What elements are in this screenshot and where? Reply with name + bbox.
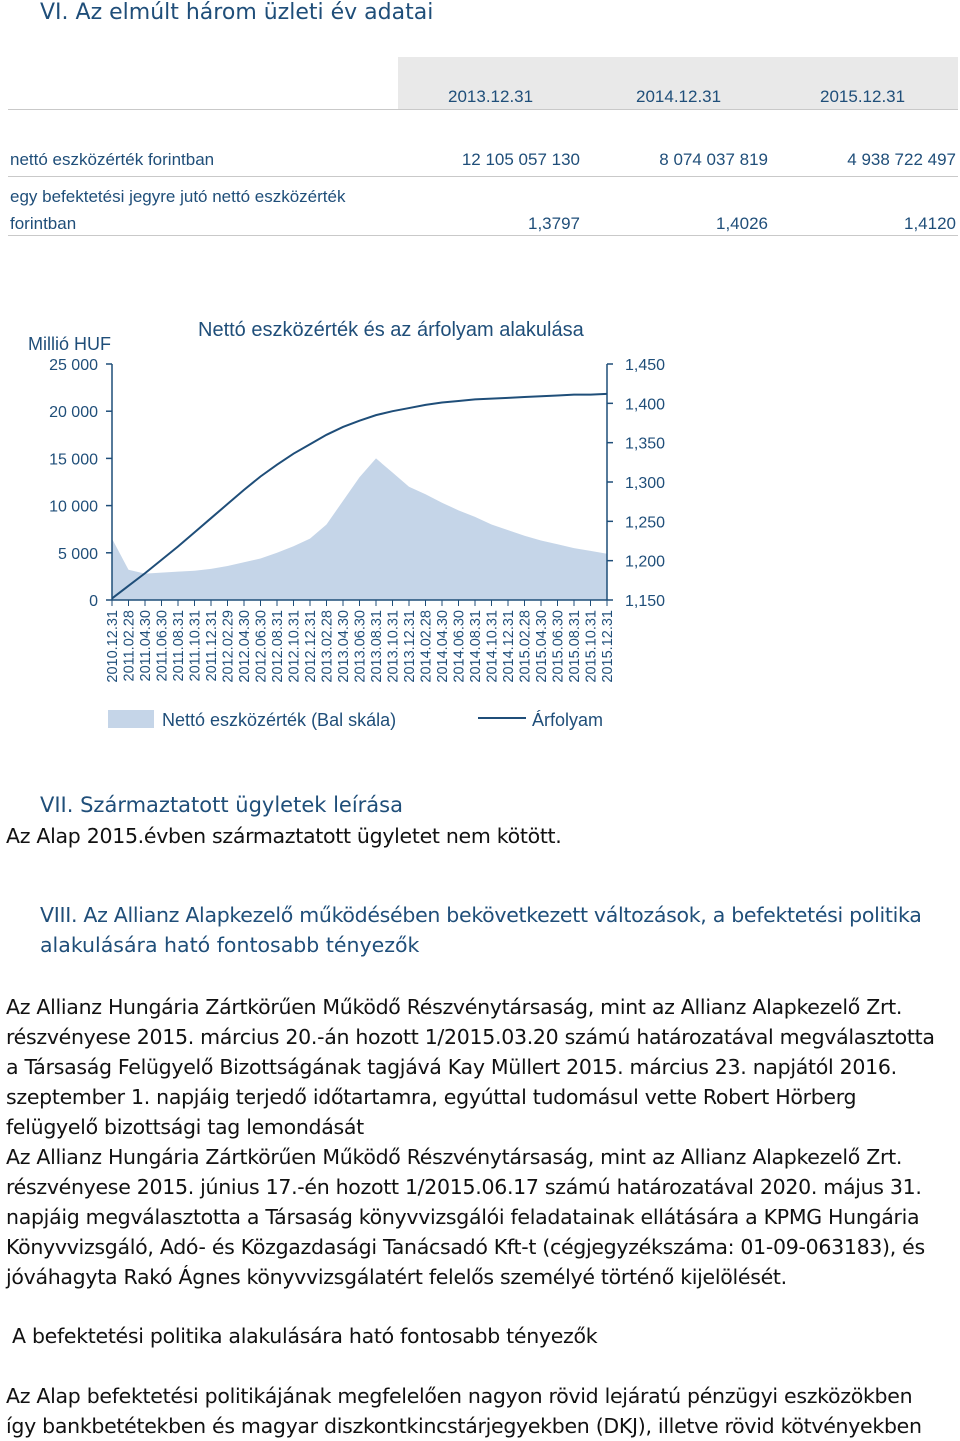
- x-tick-label: 2013.08.31: [369, 610, 385, 683]
- x-tick-label: 2010.12.31: [105, 610, 121, 683]
- section-6-title: VI. Az elmúlt három üzleti év adatai: [40, 0, 433, 25]
- x-tick-label: 2013.12.31: [402, 610, 418, 683]
- paragraph-line: így bankbetétekben és magyar diszkontkincstárjegyekben (DKJ), illetve rövid kötvényekben: [6, 1411, 956, 1441]
- date-header: 2014.12.31: [636, 87, 721, 107]
- date-header: 2013.12.31: [448, 87, 533, 107]
- cell-value: 1,3797: [428, 214, 580, 234]
- right-tick-label: 1,250: [625, 514, 665, 531]
- x-tick-label: 2012.12.31: [303, 610, 319, 683]
- legend-label-price: Árfolyam: [532, 710, 603, 730]
- date-header: 2015.12.31: [820, 87, 905, 107]
- left-tick-label: 20 000: [49, 404, 98, 421]
- paragraph-line: részvényese 2015. március 20.-án hozott 1/2015.03.20 számú határozatával megválasztotta: [6, 1022, 956, 1052]
- paragraph-line: Az Allianz Hungária Zártkörűen Működő Részvénytársaság, mint az Allianz Alapkezelő Zrt.: [6, 992, 956, 1022]
- x-tick-label: 2013.04.30: [336, 610, 352, 683]
- section-8-title-line-2: alakulására ható fontosabb tényezők: [40, 933, 419, 957]
- paragraph-line: jóváhagyta Rakó Ágnes könyvvizsgálatért felelős személyé történő kijelölését.: [6, 1262, 956, 1292]
- paragraph-line: Könyvvizsgáló, Adó- és Közgazdasági Tanácsadó Kft-t (cégjegyzékszáma: 01-09-063183), és: [6, 1232, 956, 1262]
- x-tick-label: 2015.06.30: [551, 610, 567, 683]
- row-label: nettó eszközérték forintban: [10, 150, 214, 170]
- x-tick-label: 2013.06.30: [353, 610, 369, 683]
- paragraph-line: a Társaság Felügyelő Bizottságának tagjává Kay Müllert 2015. március 23. napjától 2016.: [6, 1052, 956, 1082]
- row-label: egy befektetési jegyre jutó nettó eszközérték: [10, 187, 345, 207]
- x-tick-label: 2013.10.31: [386, 610, 402, 683]
- legend-swatch-nav: [108, 710, 154, 728]
- cell-value: 12 105 057 130: [428, 150, 580, 170]
- x-tick-label: 2011.12.31: [204, 610, 220, 682]
- x-tick-label: 2015.04.30: [534, 610, 550, 683]
- paragraph-line: felügyelő bizottsági tag lemondását: [6, 1112, 956, 1142]
- x-tick-label: 2014.02.28: [419, 610, 435, 683]
- right-tick-label: 1,200: [625, 554, 665, 571]
- nav-price-chart: [0, 300, 960, 740]
- x-tick-label: 2013.02.28: [320, 610, 336, 683]
- chart-title: Nettó eszközérték és az árfolyam alakulása: [198, 319, 585, 341]
- x-tick-label: 2015.02.28: [518, 610, 534, 683]
- section-8-paragraph-2: [6, 1381, 956, 1441]
- table-rule: [8, 109, 958, 110]
- cell-value: 1,4026: [608, 214, 768, 234]
- x-tick-label: 2011.08.31: [171, 610, 187, 682]
- paragraph-line: részvényese 2015. június 17.-én hozott 1/2015.06.17 számú határozatával 2020. május 31.: [6, 1172, 956, 1202]
- section-8-subheading: A befektetési politika alakulására ható fontosabb tényezők: [12, 1321, 597, 1351]
- x-tick-label: 2011.04.30: [138, 610, 154, 682]
- right-tick-label: 1,450: [625, 357, 665, 374]
- x-tick-label: 2015.10.31: [584, 610, 600, 683]
- x-tick-label: 2012.04.30: [237, 610, 253, 683]
- left-axis-title: Millió HUF: [28, 334, 111, 354]
- paragraph-line: Az Allianz Hungária Zártkörűen Működő Részvénytársaság, mint az Allianz Alapkezelő Zrt.: [6, 1142, 956, 1172]
- paragraph-line: Az Alap befektetési politikájának megfelelően nagyon rövid lejáratú pénzügyi eszközökben: [6, 1381, 956, 1411]
- cell-value: 1,4120: [788, 214, 956, 234]
- cell-value: 4 938 722 497: [788, 150, 956, 170]
- x-tick-label: 2014.10.31: [485, 610, 501, 683]
- left-tick-label: 10 000: [49, 499, 98, 516]
- section-8-paragraph: [6, 992, 956, 1292]
- x-tick-label: 2011.02.28: [122, 610, 138, 682]
- paragraph-line: napjáig megválasztotta a Társaság könyvvizsgálói feladatainak ellátására a KPMG Hungária: [6, 1202, 956, 1232]
- right-tick-label: 1,150: [625, 593, 665, 610]
- left-tick-label: 15 000: [49, 451, 98, 468]
- x-tick-label: 2012.08.31: [270, 610, 286, 683]
- left-tick-label: 25 000: [49, 357, 98, 374]
- legend-label-nav: Nettó eszközérték (Bal skála): [162, 710, 396, 730]
- right-tick-label: 1,350: [625, 436, 665, 453]
- x-tick-label: 2011.10.31: [188, 610, 204, 682]
- section-8-title-line-1: VIII. Az Allianz Alapkezelő működésében bekövetkezett változások, a befektetési politika: [40, 903, 922, 927]
- section-7-title: VII. Származtatott ügyletek leírása: [40, 793, 403, 817]
- x-tick-label: 2012.10.31: [287, 610, 303, 683]
- table-rule: [8, 176, 958, 177]
- paragraph-line: szeptember 1. napjáig terjedő időtartamra, egyúttal tudomásul vette Robert Hörberg: [6, 1082, 956, 1112]
- left-tick-label: 0: [89, 593, 98, 610]
- right-tick-label: 1,400: [625, 396, 665, 413]
- row-label: forintban: [10, 214, 76, 234]
- cell-value: 8 074 037 819: [608, 150, 768, 170]
- left-tick-label: 5 000: [58, 546, 98, 563]
- nav-area-series: [112, 458, 607, 600]
- x-tick-label: 2014.12.31: [501, 610, 517, 683]
- x-tick-label: 2014.06.30: [452, 610, 468, 683]
- x-tick-label: 2011.06.30: [155, 610, 171, 682]
- x-tick-label: 2015.12.31: [600, 610, 616, 683]
- right-tick-label: 1,300: [625, 475, 665, 492]
- table-rule: [8, 235, 958, 236]
- x-tick-label: 2015.08.31: [567, 610, 583, 683]
- x-tick-label: 2012.06.30: [254, 610, 270, 683]
- x-tick-label: 2012.02.29: [221, 610, 237, 683]
- section-7-text: Az Alap 2015.évben származtatott ügyletet nem kötött.: [6, 821, 562, 851]
- x-tick-label: 2014.08.31: [468, 610, 484, 683]
- x-tick-label: 2014.04.30: [435, 610, 451, 683]
